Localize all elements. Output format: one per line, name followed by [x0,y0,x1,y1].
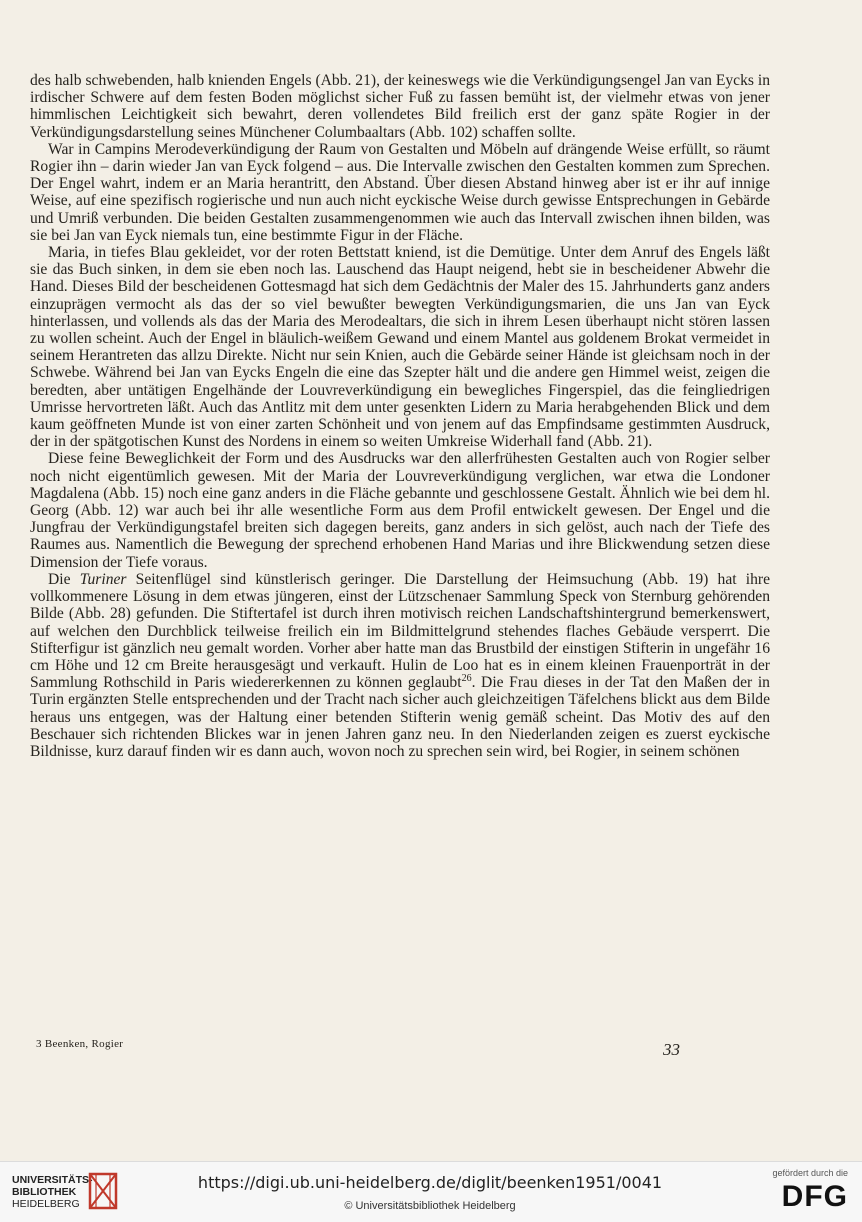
logo-line-1: UNIVERSITÄTS- [12,1174,93,1186]
paragraph-5-start: Die [48,570,80,588]
dfg-logo[interactable]: DFG [781,1180,848,1213]
paragraph-3: Maria, in tiefes Blau gekleidet, vor der roten Bettstatt kniend, ist die Demütige. Unter dem Anruf des Engels läßt sie das Buch sinken, in dem sie eben noch las. Lauschend das Haupt neigend, hebt sie in bescheidener Abwehr die Hand. Dieses Bild der bescheidenen Gottesmagd hat sich dem Gedächtnis der Maler des 15. Jahrhunderts ganz anders einzuprägen vermocht als das der so viel bewußter bewegten Verkündigungsmarien, die uns Jan van Eyck hinterlassen, und vollends als das der Maria des Merodealtars, die sich in ihrem Lesen überhaupt nicht stören lassen zu wollen scheint. Auch der Engel in bläulich-weißem Gewand und einem Mantel aus goldenem Brokat vermeidet in seinem Herantreten das allzu Direkte. Nicht nur sein Knien, auch die Gebärde seiner Hände ist gleichsam noch in der Schwebe. Während bei Jan van Eycks Engeln die eine das Szepter hält und die andere gen Himmel weist, zeigen die beredten, aber untätigen Engelhände der Louvreverkündigung ein bewegliches Fingerspiel, das die feingliedrigen Umrisse hervortreten läßt. Auch das Antlitz mit dem unter gesenkten Lidern zu Maria herabgehenden Blick und dem kaum geöffneten Munde ist von einer zarten Schönheit und von jenem auf das Empfindsame gestimmten Ausdruck, der in der spätgotischen Kunst des Nordens in einem so weiten Umkreise Widerhall fand (Abb. 21). [30,244,770,451]
paragraph-4: Diese feine Beweglichkeit der Form und des Ausdrucks war den allerfrühesten Gestalten auch von Rogier selber noch nicht eigentümlich gewesen. Mit der Maria der Louvreverkündigung verglichen, war etwa die Londoner Magdalena (Abb. 15) noch eine ganz anders in die Fläche gebannte und geschlossene Gestalt. Ähnlich wie bei dem hl. Georg (Abb. 12) war auch bei ihr alle wesentliche Form aus dem Profil entwickelt gewesen. Der Engel und die Jungfrau der Verkündigungstafel breiten sich dagegen bereits, ganz anders in sich gelöst, auch nach der Tiefe des Raumes aus. Namentlich die Bewegung der sprechend erhobenen Hand Marias und ihre Blickwendung setzen diese Dimension der Tiefe voraus. [30,450,770,571]
paragraph-5 [30,571,770,760]
funded-by-text: gefördert durch die [772,1168,848,1178]
footnote-ref[interactable]: 26 [461,672,472,684]
paragraph-5-end: . Die Frau dieses in der Tat den Maßen der in Turin ergänzten Stelle entsprechenden und der Tracht nach sicher auch gleichzeitigen Täfelchens blickt aus dem Bilde heraus uns entgegen, was der Haltung einer betenden Stifterin wenig gemäß scheint. Das Motiv des auf den Beschauer sich richtenden Blickes war in jenen Jahren ganz neu. In den Niederlanden zeigen es zuerst eyckische Bildnisse, kurz darauf finden wir es dann auch, wovon noch zu sprechen sein wird, bei Rogier, in seinem schönen [30,674,770,760]
library-logo-text[interactable] [12,1174,93,1210]
library-logo-icon[interactable] [86,1170,120,1212]
body-text [30,72,770,760]
copyright-text: © Universitätsbibliothek Heidelberg [344,1200,516,1212]
signature-line: 3 Beenken, Rogier [36,1038,124,1050]
footer-bar [0,1161,862,1222]
page-url-link[interactable]: https://digi.ub.uni-heidelberg.de/diglit/beenken1951/0041 [197,1173,663,1192]
paragraph-2: War in Campins Merodeverkündigung der Raum von Gestalten und Möbeln auf drängende Weise erfüllt, so räumt Rogier ihn – darin wieder Jan van Eyck folgend – aus. Die Intervalle zwischen den Gestalten kommen zum Sprechen. Der Engel wahrt, indem er an Maria herantritt, den Abstand. Über diesen Abstand hinweg aber ist er ihr auf innige Weise, auf eine spezifisch rogierische und nun auch nicht eyckische Weise durch gewisse Entsprechungen in Gebärde und Umriß verbunden. Die beiden Gestalten zusammengenommen wie auch das Intervall zwischen ihnen bilden, was sie bei Jan van Eyck niemals tun, eine bestimmte Figur in der Fläche. [30,140,770,244]
paragraph-5-middle: Seitenflügel sind künstlerisch geringer. Die Darstellung der Heimsuchung (Abb. 19) hat ihre vollkommenere Lösung in dem etwas jüngeren, einst der Lützschenaer Sammlung Speck von Sternburg gehörenden Bilde (Abb. 28) gefunden. Die Stiftertafel ist durch ihren motivisch reichen Landschaftshintergrund bemerkenswert, auf welchen den Durchblick teilweise freilich ein im Bildmittelgrund stehendes flaches Gebäude versperrt. Die Stifterfigur ist gänzlich neu gemalt worden. Vorher aber hatte man das Brustbild der einstigen Stifterin in ungefähr 16 cm Höhe und 12 cm Breite herausgesägt und verkauft. Hulin de Loo hat es in einem kleinen Frauenporträt in der Sammlung Rothschild in Paris wiedererkennen zu können geglaubt [30,570,770,692]
page-number: 33 [663,1040,680,1059]
paragraph-1: des halb schwebenden, halb knienden Engels (Abb. 21), der keineswegs wie die Verkündigungsengel Jan van Eycks in irdischer Schwere auf dem festen Boden möglichst sicher Fuß zu fassen bemüht ist, der vielmehr etwas von jener himmlischen Leichtigkeit sich bewahrt, deren vollendetes Bild freilich erst der ganz späte Rogier in der Verkündigungsdarstellung seines Münchener Columbaaltars (Abb. 102) schaffen sollte. [30,72,770,141]
logo-line-2: BIBLIOTHEK [12,1186,77,1198]
paragraph-5-italic: Turiner [79,570,127,588]
logo-line-3: HEIDELBERG [12,1198,80,1210]
